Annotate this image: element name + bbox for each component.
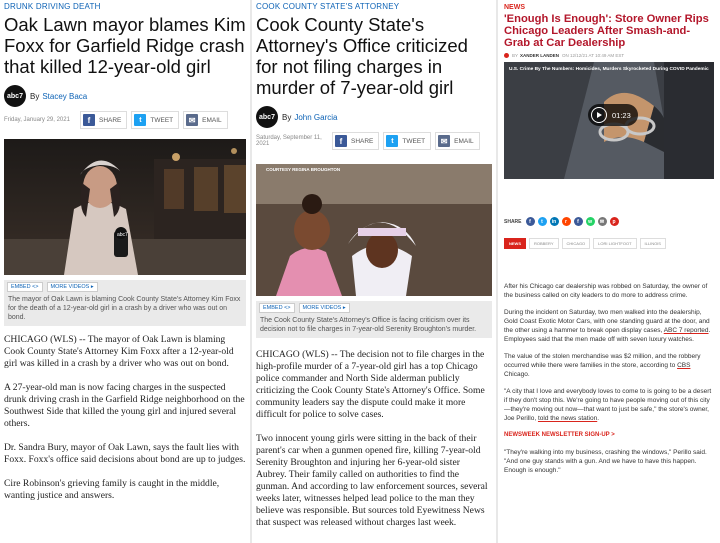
flipboard-icon[interactable]: f <box>574 217 583 226</box>
svg-text:abc7: abc7 <box>117 232 128 238</box>
paragraph: Dr. Sandra Bury, mayor of Oak Lawn, says the fault lies with Foxx. Foxx's office said decisions about bond are up to judges. <box>4 442 246 465</box>
paragraph: CHICAGO (WLS) -- The mayor of Oak Lawn is blaming Cook County State's Attorney Kim Foxx after a 12-year-old girl was killed in a crash by a driver who was out on bond. <box>4 334 234 369</box>
mayor-interview-image <box>4 139 246 275</box>
tag-lori-lightfoot[interactable]: LORI LIGHTFOOT <box>593 238 636 249</box>
email-share-label: EMAIL <box>202 116 222 124</box>
date-share-row <box>256 132 492 150</box>
article-oak-lawn <box>0 0 250 543</box>
cbs-link[interactable]: CBS <box>677 362 691 369</box>
author-link[interactable]: Stacey Baca <box>42 91 88 101</box>
share-label: SHARE <box>504 218 522 225</box>
article-newsweek <box>498 0 720 543</box>
article-serenity-broughton <box>252 0 496 543</box>
paragraph-text: "A city that I love and everybody loves to come to is going to be a desert if they don't stop this. We're going to have people moving out of this city—they're moving out now—that want to just be safe," the store's owner, Joe Perillo, <box>504 388 712 422</box>
linkedin-icon[interactable]: in <box>550 217 559 226</box>
twitter-share-label: TWEET <box>150 116 174 124</box>
tag-robbery[interactable]: ROBBERY <box>529 238 559 249</box>
email-icon: ✉ <box>438 135 450 147</box>
video-player[interactable] <box>256 164 492 338</box>
article-headline: 'Enough Is Enough': Store Owner Rips Chicago Leaders After Smash-and-Grab at Car Dealership <box>504 13 709 49</box>
facebook-share-button[interactable] <box>80 111 127 129</box>
twitter-share-button[interactable] <box>131 111 179 129</box>
twitter-share-button[interactable] <box>383 132 431 150</box>
photo-credit: COURTESY REGINA BROUGHTON <box>266 167 341 172</box>
author-link[interactable]: John Garcia <box>294 112 338 122</box>
whatsapp-icon[interactable]: w <box>586 217 595 226</box>
article-kicker[interactable]: COOK COUNTY STATE'S ATTORNEY <box>256 2 400 11</box>
more-videos-button[interactable]: MORE VIDEOS ▸ <box>299 303 350 313</box>
tag-news[interactable]: NEWS <box>504 238 526 249</box>
paragraph: "They're walking into my business, crashing the windows," Perillo said. "And one guy stands with a gun. And we have to have this happen. Enough is enough." <box>504 449 707 474</box>
newsletter-signup-link[interactable]: NEWSWEEK NEWSLETTER SIGN-UP > <box>504 432 615 438</box>
paragraph: After his Chicago car dealership was robbed on Saturday, the owner of the business called on city leaders to do more to address crime. <box>504 283 708 299</box>
author-link[interactable]: XANDER LANDEN <box>520 53 560 58</box>
email-share-label: EMAIL <box>454 137 474 145</box>
paragraph: Cire Robinson's grieving family is caught in the middle, wanting justice and answers. <box>4 478 220 501</box>
article-dateline: ON 12/12/21 AT 10:49 AM EST <box>562 53 625 58</box>
video-caption: The mayor of Oak Lawn is blaming Cook County State's Attorney Kim Foxx for the death of a 12-year-old girl in a crash by a driver who was out on bond. <box>4 293 246 326</box>
byline <box>4 85 246 107</box>
article-headline: Cook County State's Attorney's Office criticized for not filing charges in murder of 7-year-old girl <box>256 14 468 98</box>
share-bar <box>504 217 714 226</box>
paragraph-text: . Employees said that the men made off with seven luxury watches. <box>504 327 711 343</box>
article-kicker[interactable]: DRUNK DRIVING DEATH <box>4 2 101 11</box>
byline-prefix: By <box>282 112 292 122</box>
paragraph <box>504 352 714 379</box>
twitter-icon[interactable]: t <box>538 217 547 226</box>
abc7-logo: abc7 <box>256 106 278 128</box>
paragraph-text: The value of the stolen merchandise was $2 million, and the robbery occurred while there were families in the store, according to <box>504 353 701 369</box>
reddit-icon[interactable]: r <box>562 217 571 226</box>
paragraph: CHICAGO (WLS) -- The decision not to file charges in the high-profile murder of a 7-year-old girl has a top Chicago police commander and North Side alderman publicly criticizing the Cook County State's Attorney's Office. Some community leaders say the dispute could make it more difficult for police to solve cases. <box>256 349 485 420</box>
facebook-icon: f <box>83 114 95 126</box>
abc7-report-link[interactable]: ABC 7 reported <box>663 327 709 334</box>
facebook-share-label: SHARE <box>99 116 122 124</box>
video-controls <box>4 280 246 293</box>
author-avatar-icon <box>504 53 509 58</box>
facebook-icon[interactable]: f <box>526 217 535 226</box>
paragraph: A 27-year-old man is now facing charges in the suspected drunk driving crash in the Garfield Ridge neighborhood on the Southwest Side that killed the young girl and injured several others. <box>4 382 245 429</box>
article-headline: Oak Lawn mayor blames Kim Foxx for Garfield Ridge crash that killed 12-year-old girl <box>4 14 246 77</box>
tag-list <box>504 238 714 249</box>
paragraph-text: During the incident on Saturday, two men walked into the dealership, Gold Coast Exotic Motor Cars, with one standing guard at the door, and the other using a hammer to break open display cases, <box>504 309 710 334</box>
twitter-icon: t <box>134 114 146 126</box>
abc7-logo: abc7 <box>4 85 26 107</box>
news-station-link[interactable]: told the news station <box>537 415 598 422</box>
article-body <box>256 349 492 529</box>
facebook-share-button[interactable] <box>332 132 379 150</box>
email-icon: ✉ <box>186 114 198 126</box>
video-caption: The Cook County State's Attorney's Office is facing criticism over its decision not to file charges in 7-year-old Serenity Broughton's murder. <box>256 314 492 338</box>
section-label[interactable]: NEWS <box>504 4 525 11</box>
play-icon <box>591 107 607 123</box>
twitter-icon: t <box>386 135 398 147</box>
video-controls <box>256 301 492 314</box>
article-body <box>504 282 714 475</box>
article-date: Saturday, September 11, 2021 <box>256 135 322 147</box>
paragraph <box>504 387 714 423</box>
facebook-share-label: SHARE <box>351 137 374 145</box>
email-share-button[interactable] <box>183 111 228 129</box>
video-player[interactable] <box>504 62 714 179</box>
sisters-photo <box>256 164 492 296</box>
video-title: U.S. Crime By The Numbers: Homicides, Murders Skyrocketed During COVID Pandemic <box>509 67 709 72</box>
article-date: Friday, January 29, 2021 <box>4 117 70 123</box>
twitter-share-label: TWEET <box>402 137 426 145</box>
byline <box>256 106 492 128</box>
embed-button[interactable]: EMBED <> <box>7 282 43 292</box>
email-share-button[interactable] <box>435 132 480 150</box>
paragraph: Two innocent young girls were sitting in the back of their parent's car when a gunmen opened fire, killing 7-year-old Serenity Broughton and injuring her 6-year-old sister Aubrey. Their family called on authorities to find the gunman. And according to law enforcement sources, several weeks later, witnesses helped lead police to the man they believe was responsible. But sources told Eyewitness News that suspect was released without charges last week. <box>256 433 488 528</box>
video-player[interactable] <box>4 139 246 326</box>
email-icon[interactable]: ✉ <box>598 217 607 226</box>
embed-button[interactable]: EMBED <> <box>259 303 295 313</box>
byline-prefix: BY <box>512 53 519 58</box>
play-button[interactable] <box>588 104 638 126</box>
byline-prefix: By <box>30 91 40 101</box>
byline <box>504 53 714 58</box>
article-body <box>4 334 246 502</box>
facebook-icon: f <box>335 135 347 147</box>
pinterest-icon[interactable]: p <box>610 217 619 226</box>
paragraph <box>504 308 714 344</box>
tag-illinois[interactable]: ILLINOIS <box>640 238 666 249</box>
date-share-row <box>4 111 246 129</box>
paragraph-text: . <box>597 415 600 422</box>
tag-chicago[interactable]: CHICAGO <box>562 238 591 249</box>
more-videos-button[interactable]: MORE VIDEOS ▸ <box>47 282 98 292</box>
video-duration: 01:23 <box>612 110 631 120</box>
paragraph-text: Chicago. <box>504 371 530 378</box>
